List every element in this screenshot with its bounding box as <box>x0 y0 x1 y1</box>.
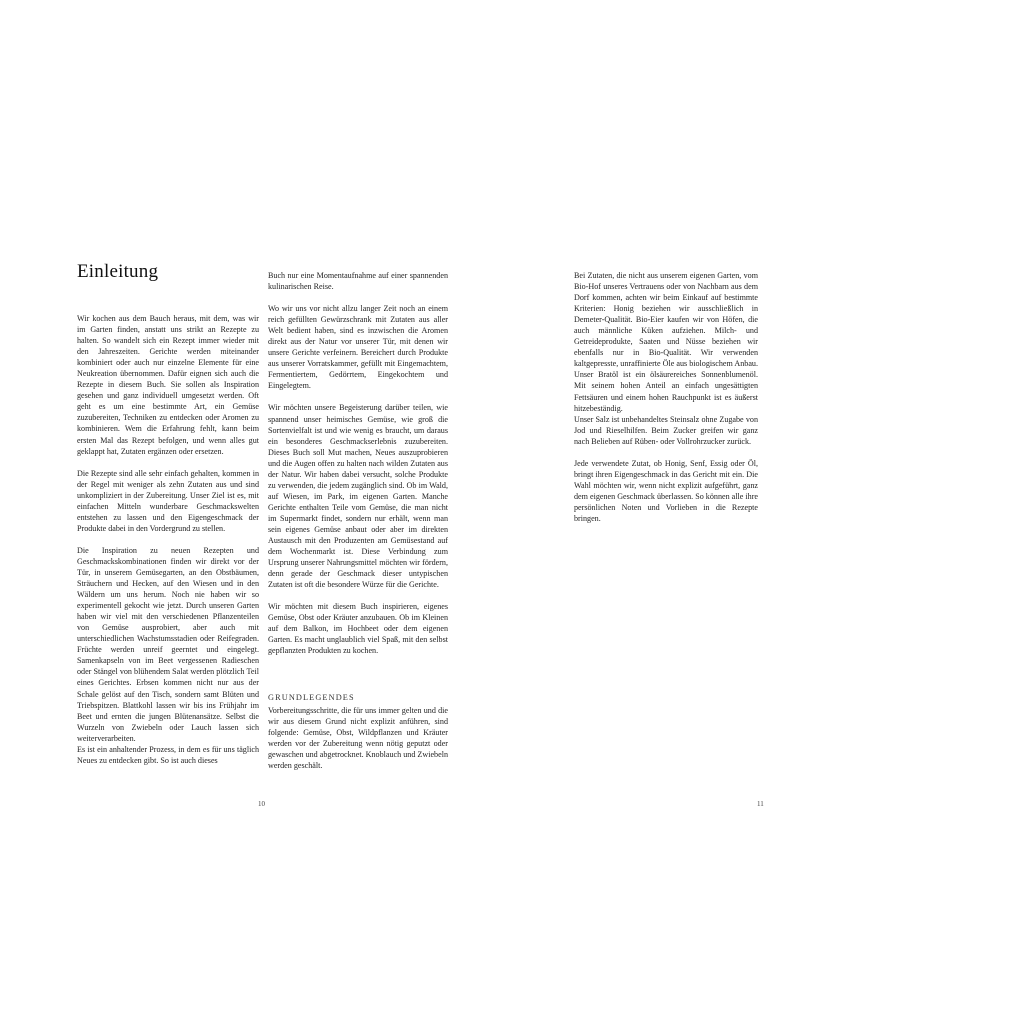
paragraph: Vorbereitungsschritte, die für uns immer gelten und die wir aus diesem Grund nicht explizit anführen, sind folgende: Gemüse, Obst, Wildpflanzen und Kräuter werden vor der Zubereitung wenn nötig geputzt oder gewaschen und abgetrocknet. Knoblauch und Zwiebeln werden geschält. <box>268 705 448 770</box>
paragraph: Wo wir uns vor nicht allzu langer Zeit noch an einem reich gefüllten Gewürzschrank mit Zutaten aus aller Welt bedient haben, sind es inzwischen die Aromen direkt aus der Natur vor unserer Tür, mit denen wir unsere Gerichte verfeinern. Bereichert durch Produkte aus unserer Vorratskammer, gefüllt mit Eingemachtem, Fermentiertem, Gedörrtem, Eingekochtem und Eingelegtem. <box>268 304 448 391</box>
paragraph: Unser Salz ist unbehandeltes Steinsalz ohne Zugabe von Jod und Rieselhilfen. Beim Zucker greifen wir ganz nach Belieben auf Rüben- oder Vollrohrzucker zurück. <box>574 414 758 446</box>
paragraph: Wir kochen aus dem Bauch heraus, mit dem, was wir im Garten finden, anstatt uns strikt an Rezepte zu halten. So wandelt sich ein Rezept immer wieder mit den Jahreszeiten. Gerichte werden miteinander kombiniert oder auch nur einzelne Elemente für eine Neukreation übernommen. Dafür eignen sich auch die Rezepte in diesem Buch. Sie sollen als Inspiration gesehen und ganz individuell umgesetzt werden. Oft geht es um eine bestimmte Art, ein Gemüse zuzubereiten, Techniken zu entdecken oder Aromen zu kombinieren. Wem die Erfahrung fehlt, kann beim ersten Mal das Rezept befolgen, und wenn alles gut geklappt hat, Zutaten ergänzen oder ersetzen. <box>77 314 259 456</box>
paragraph: Es ist ein anhaltender Prozess, in dem es für uns täglich Neues zu entdecken gibt. So ist auch dieses <box>77 744 259 765</box>
paragraph: Buch nur eine Momentaufnahme auf einer spannenden kulinarischen Reise. <box>268 271 448 292</box>
page-title: Einleitung <box>77 261 159 282</box>
paragraph: Bei Zutaten, die nicht aus unserem eigenen Garten, vom Bio-Hof unseres Vertrauens oder von Nachbarn aus dem Dorf kommen, achten wir beim Einkauf auf bestimmte Kriterien: Honig beziehen wir ausschließlich in Demeter-Qualität. Bio-Eier kaufen wir von Höfen, die auch männliche Küken aufziehen. Milch- und Getreideprodukte, Saaten und Nüsse beziehen wir ebenfalls nur in Bio-Qualität. Wir verwenden kaltgepresste, unraffinierte Öle aus biologischem Anbau. Unser Bratöl ist ein ölsäurereiches Sonnenblumenöl. Mit seinem hohen Anteil an einfach ungesättigten Fettsäuren und einem hohen Rauchpunkt ist es äußerst hitzebeständig. <box>574 271 758 413</box>
paragraph: Die Inspiration zu neuen Rezepten und Geschmackskombinationen finden wir direkt vor der Tür, in unserem Gemüsegarten, an den Obstbäumen, Sträuchern und Hecken, auf den Wiesen und in den Wäldern um uns herum. Noch nie haben wir so experimentell gekocht wie jetzt. Durch unseren Garten haben wir viel mit den verschiedenen Pflanzenteilen von Gemüse ausprobiert, aber auch mit unterschiedlichen Wachstumsstadien oder Reifegraden. Früchte werden unreif geerntet und eingelegt. Samenkapseln von im Beet vergessenen Radieschen oder Stängel von blühendem Salat werden plötzlich Teil eines Gerichtes. Erbsen kommen nicht nur aus der Schale gelöst auf den Tisch, sondern samt Blüten und Triebspitzen. Blattkohl lassen wir bis ins Frühjahr im Beet und ernten die jungen Blütenansätze. Selbst die Wurzeln von Zwiebeln oder Lauch lassen sich weiterverarbeiten. <box>77 545 259 743</box>
left-page-column-1 <box>77 313 259 766</box>
page-number-left: 10 <box>258 800 265 808</box>
page-number-right: 11 <box>757 800 764 808</box>
paragraph: Wir möchten unsere Begeisterung darüber teilen, wie spannend unser heimisches Gemüse, wie groß die Sortenvielfalt ist und wie wenig es braucht, um daraus ein besonderes Geschmackserlebnis zuzubereiten. Dieses Buch soll Mut machen, Neues auszuprobieren und die Augen offen zu halten nach wilden Zutaten aus der Natur. Wir haben dabei versucht, solche Produkte zu verwenden, die jedem zugänglich sind. Ob im Wald, auf Wiesen, im Park, im eigenen Garten. Manche Gerichte enthalten Teile vom Gemüse, die man nicht im Supermarkt findet, sondern nur erhält, wenn man sein eigenes Gemüse anbaut oder aber im direkten Austausch mit den Produzenten am Gemüsestand auf dem Wochenmarkt ist. Diese Verbindung zum Ursprung unserer Nahrungsmittel möchten wir fördern, denn gerade der Geschmack dieser untypischen Zutaten ist oft die besondere Würze für die Gerichte. <box>268 403 448 590</box>
paragraph: Jede verwendete Zutat, ob Honig, Senf, Essig oder Öl, bringt ihren Eigengeschmack in das Gericht mit ein. Die Wahl möchten wir, wenn nicht explizit aufgeführt, ganz dem eigenen Geschmack überlassen. So können alle ihre persönlichen Noten und Vorlieben in die Rezepte bringen. <box>574 458 758 523</box>
paragraph: Die Rezepte sind alle sehr einfach gehalten, kommen in der Regel mit weniger als zehn Zutaten aus und sind unkompliziert in der Zubereitung. Unser Ziel ist es, mit einfachen Mitteln wunderbare Geschmackswelten entstehen zu lassen und den Eigengeschmack der Produkte dabei in den Vordergrund zu stellen. <box>77 468 259 533</box>
section-subheading: GRUNDLEGENDES <box>268 692 355 702</box>
right-page-column <box>574 270 758 524</box>
paragraph: Wir möchten mit diesem Buch inspirieren, eigenes Gemüse, Obst oder Kräuter anzubauen. Ob im Kleinen auf dem Balkon, im Hochbeet oder dem eigenen Garten. Es macht unglaublich viel Spaß, mit den selbst gepflanzten Produkten zu kochen. <box>268 602 448 656</box>
left-page-column-2 <box>268 270 448 771</box>
